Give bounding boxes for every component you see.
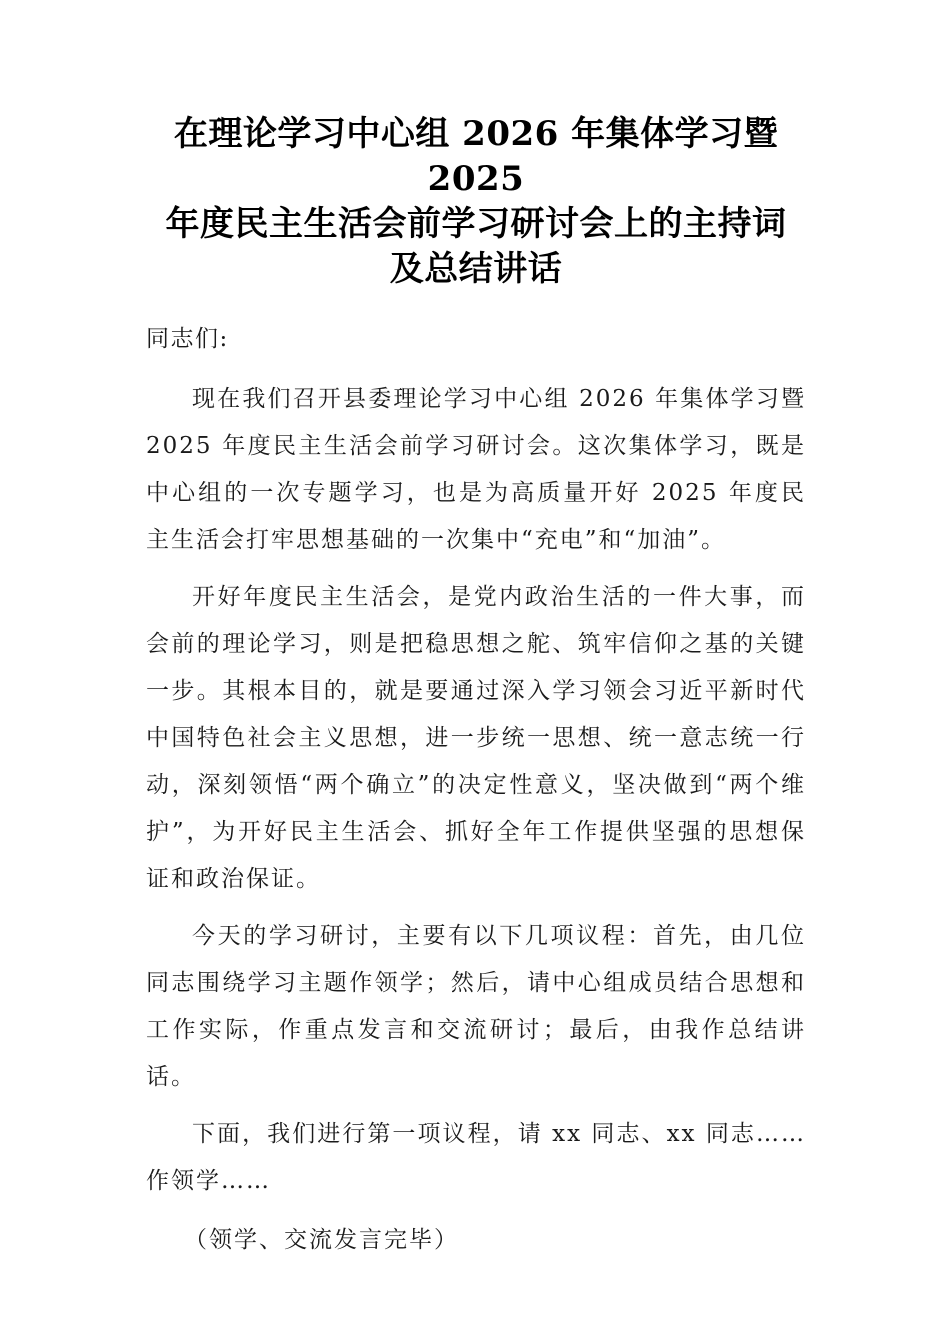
paragraph-4: 下面，我们进行第一项议程，请 xx 同志、xx 同志……作领学…… <box>146 1121 806 1194</box>
salutation: 同志们: <box>146 326 229 352</box>
paragraph-1: 现在我们召开县委理论学习中心组 2026 年集体学习暨 2025 年度民主生活会前学习研讨会。这次集体学习，既是中心组的一次专题学习，也是为高质量开好 2025 年度民主生活会打牢思想基础的一次集中“充电”和“加油”。 <box>146 386 806 553</box>
closing-note: （领学、交流发言完毕） <box>184 1227 459 1253</box>
title-line-1: 在理论学习中心组 2026 年集体学习暨 2025 <box>173 114 779 199</box>
document-page <box>146 112 806 1263</box>
title-line-2: 年度民主生活会前学习研讨会上的主持词 <box>165 204 787 244</box>
document-title <box>146 112 806 292</box>
paragraph-3: 今天的学习研讨，主要有以下几项议程：首先，由几位同志围绕学习主题作领学；然后，请中心组成员结合思想和工作实际，作重点发言和交流研讨；最后，由我作总结讲话。 <box>146 923 806 1090</box>
title-line-3: 及总结讲话 <box>389 249 563 289</box>
paragraph-2: 开好年度民主生活会，是党内政治生活的一件大事，而会前的理论学习，则是把稳思想之舵、筑牢信仰之基的关键一步。其根本目的，就是要通过深入学习领会习近平新时代中国特色社会主义思想，进一步统一思想、统一意志统一行动，深刻领悟“两个确立”的决定性意义，坚决做到“两个维护”，为开好民主生活会、抓好全年工作提供坚强的思想保证和政治保证。 <box>146 584 806 892</box>
